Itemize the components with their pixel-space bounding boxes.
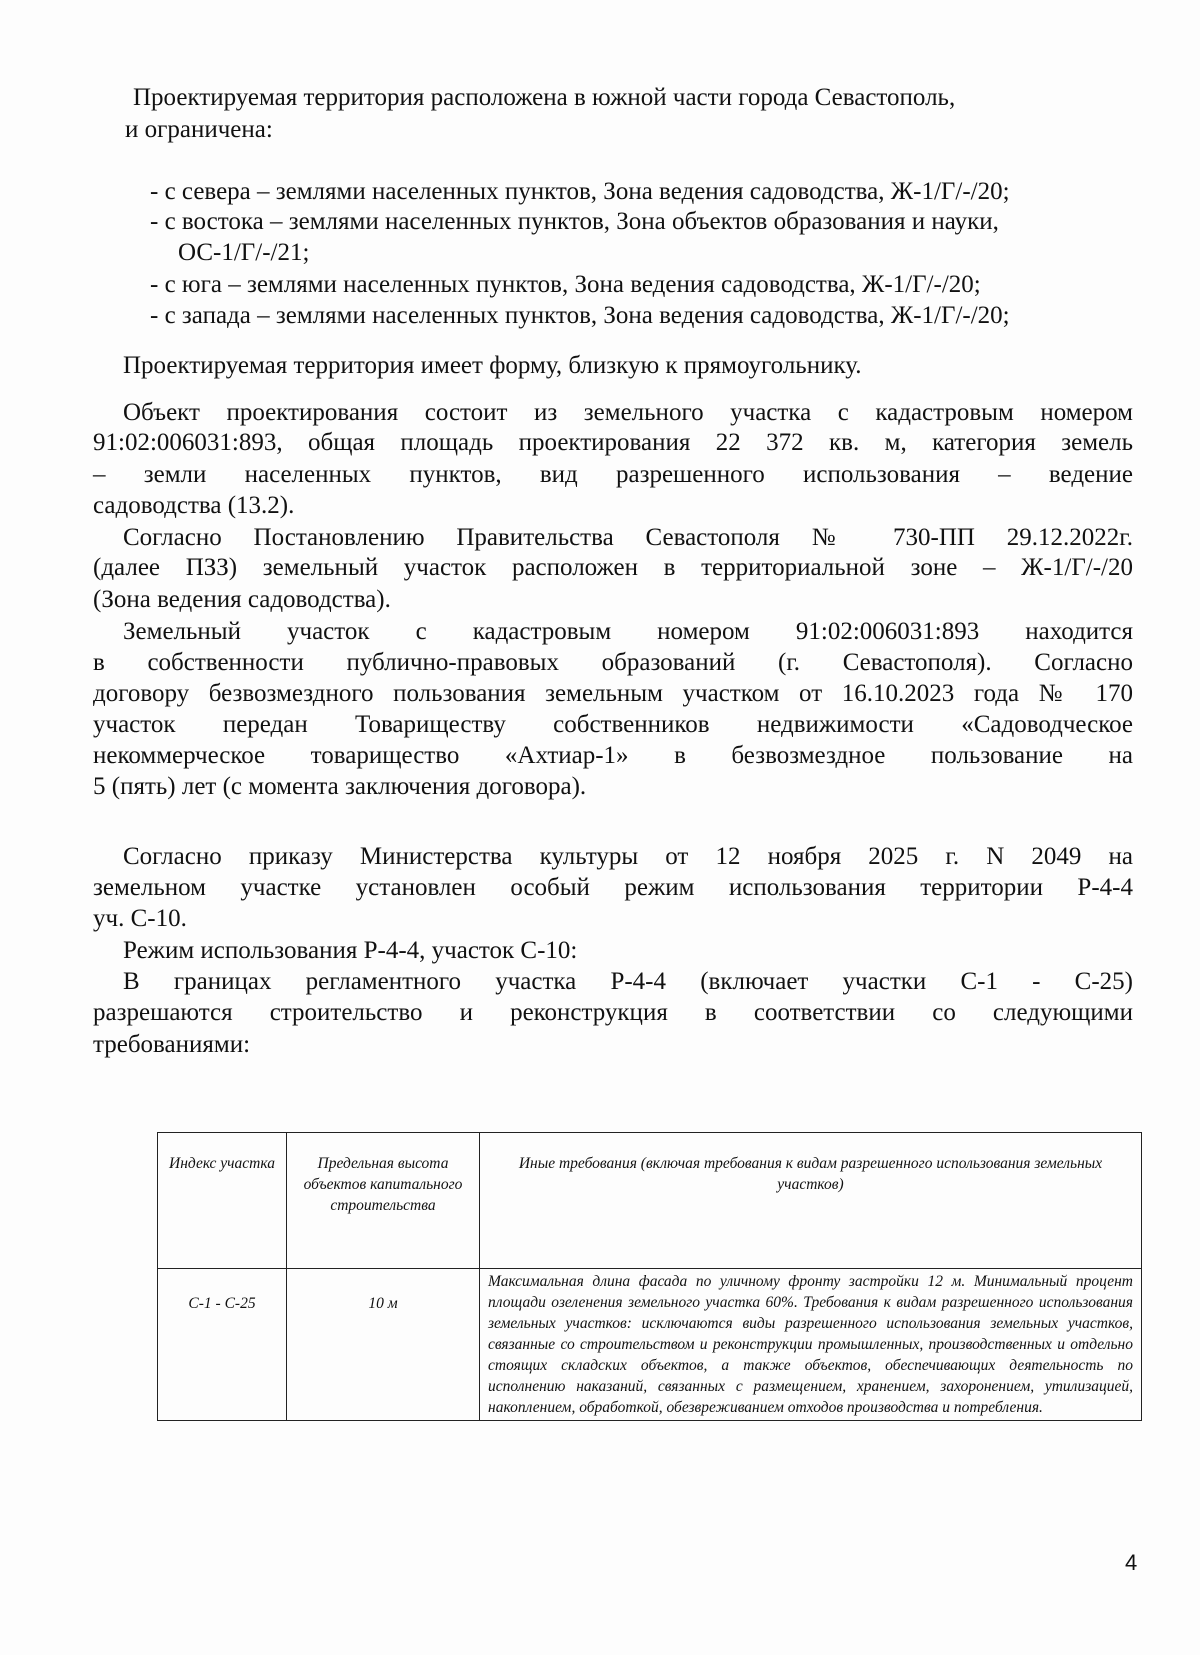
intro-line-2: и ограничена: [125, 116, 273, 143]
bound-west: - с запада – землями населенных пунктов, Зона ведения садоводства, Ж-1/Г/-/20; [150, 302, 1010, 329]
bound-south: - с юга – землями населенных пунктов, Зона ведения садоводства, Ж-1/Г/-/20; [150, 271, 981, 298]
cell-requirements: Максимальная длина фасада по уличному фронту застройки 12 м. Минимальный процент площади озеленения земельного участка 60%. Требования к видам разрешенного использования земельных участков: исключаются виды разрешенного использования земельных участков, связанные со строительством и реконструкции промышленных, производственных и отдельно стоящих складских объектов, а также объектов, обеспечивающих деятельность по исполнению наказаний, связанных с размещением, хранением, захоронением, утилизацией, накоплением, обработкой, обезвреживанием отходов производства и потребления. [480, 1269, 1142, 1421]
ownership-line-3: договору безвозмездного пользования земельным участком от 16.10.2023 года № 170 [93, 680, 1133, 707]
table-header-row [158, 1133, 1142, 1269]
bound-east-cont: ОС-1/Г/-/21; [178, 239, 310, 266]
header-other: Иные требования (включая требования к видам разрешенного использования земельных участков) [480, 1133, 1142, 1269]
header-index: Индекс участка [158, 1133, 287, 1269]
header-height: Предельная высота объектов капитального строительства [287, 1133, 480, 1269]
bound-north: - с севера – землями населенных пунктов, Зона ведения садоводства, Ж-1/Г/-/20; [150, 178, 1010, 205]
requirements-table [157, 1132, 1142, 1421]
ownership-line-6: 5 (пять) лет (с момента заключения договора). [93, 773, 587, 800]
object-line-3: – земли населенных пунктов, вид разрешенного использования – ведение [93, 461, 1133, 488]
object-line-1: Объект проектирования состоит из земельного участка с кадастровым номером [123, 399, 1133, 426]
ownership-line-1: Земельный участок с кадастровым номером 91:02:006031:893 находится [123, 618, 1133, 645]
ownership-line-4: участок передан Товариществу собственников недвижимости «Садоводческое [93, 711, 1133, 738]
order-line-3: уч. С-10. [93, 905, 187, 932]
decree-line-3: (Зона ведения садоводства). [93, 586, 391, 613]
cell-index: С-1 - С-25 [158, 1269, 287, 1421]
intro-line-1: Проектируемая территория расположена в южной части города Севастополь, [133, 84, 956, 111]
bounds-req-line-1: В границах регламентного участка Р-4-4 (включает участки С-1 - С-25) [123, 968, 1133, 995]
regime-paragraph: Режим использования Р-4-4, участок С-10: [123, 937, 578, 964]
ownership-line-2: в собственности публично-правовых образований (г. Севастополя). Согласно [93, 649, 1133, 676]
decree-line-1: Согласно Постановлению Правительства Севастополя № 730-ПП 29.12.2022г. [123, 524, 1133, 551]
bounds-req-line-3: требованиями: [93, 1031, 251, 1058]
table-row [158, 1269, 1142, 1421]
page-number: 4 [1125, 1550, 1138, 1575]
bounds-req-line-2: разрешаются строительство и реконструкция в соответствии со следующими [93, 999, 1133, 1026]
ownership-line-5: некоммерческое товарищество «Ахтиар-1» в безвозмездное пользование на [93, 742, 1133, 769]
decree-line-2: (далее ПЗЗ) земельный участок расположен в территориальной зоне – Ж-1/Г/-/20 [93, 554, 1133, 581]
shape-paragraph: Проектируемая территория имеет форму, близкую к прямоугольнику. [123, 352, 862, 379]
bound-east: - с востока – землями населенных пунктов, Зона объектов образования и науки, [150, 208, 999, 235]
object-line-4: садоводства (13.2). [93, 492, 295, 519]
order-line-2: земельном участке установлен особый режим использования территории Р-4-4 [93, 874, 1133, 901]
cell-height: 10 м [287, 1269, 480, 1421]
order-line-1: Согласно приказу Министерства культуры от 12 ноября 2025 г. N 2049 на [123, 843, 1133, 870]
object-line-2: 91:02:006031:893, общая площадь проектирования 22 372 кв. м, категория земель [93, 429, 1133, 456]
